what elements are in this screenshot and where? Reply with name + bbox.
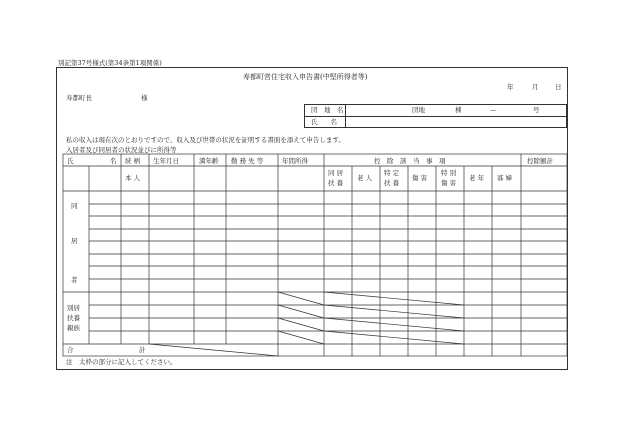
date-year-label: 年 — [507, 83, 514, 91]
declaration-text: 私の収入は現在次のとおりですので、収入及び世帯の状況を証明する書面を添えて申告します。 — [66, 136, 345, 144]
deduction-col-5-line1: 特 別 — [441, 169, 457, 177]
dependent-label-1: 別居 — [67, 304, 80, 312]
danchi-label: 団 地 名 — [311, 106, 344, 114]
header-birthdate: 生年月日 — [153, 157, 179, 165]
addressee-name: 寿都町長 — [66, 94, 92, 102]
deduction-col-5-line2: 傷 害 — [441, 179, 457, 187]
addressee-honorific: 様 — [141, 94, 148, 102]
form-title: 寿都町営住宅収入申告書(中堅所得者等) — [243, 73, 368, 81]
form-note: 注 太枠の部分に記入してください。 — [66, 358, 177, 366]
total-label-right: 計 — [139, 346, 146, 354]
unit-number-label: 号 — [533, 106, 540, 114]
deduction-col-7: 寡 婦 — [497, 174, 513, 182]
cohabitant-char-2: 居 — [71, 237, 78, 245]
deduction-col-2: 老 人 — [357, 174, 373, 182]
header-workplace: 勤 務 先 等 — [231, 157, 264, 165]
date-month-label: 月 — [532, 83, 539, 91]
deduction-col-4: 傷 害 — [412, 174, 428, 182]
building-label: 棟 — [455, 106, 462, 114]
header-relation: 続 柄 — [125, 157, 141, 165]
section-label: 入居者及び同居者の状況並びに所得等 — [66, 146, 177, 154]
dependent-label-2: 扶養 — [67, 314, 80, 322]
header-deduction-total: 控除額計 — [527, 157, 553, 165]
deduction-col-3-line1: 特 定 — [384, 169, 400, 177]
table-border — [63, 154, 567, 356]
date-day-label: 日 — [555, 83, 562, 91]
total-label-left: 合 — [67, 346, 74, 354]
name-label: 氏 名 — [311, 118, 337, 126]
deduction-col-1-line1: 同 居 — [328, 169, 344, 177]
cohabitant-char-1: 同 — [71, 202, 78, 210]
cohabitant-char-3: 者 — [71, 276, 78, 284]
header-name-right: 名 — [110, 157, 117, 165]
dependent-label-3: 親族 — [67, 324, 80, 332]
deduction-col-1-line2: 扶 養 — [328, 179, 344, 187]
header-deductions: 控 除 該 当 事 項 — [374, 157, 446, 165]
header-annual-income: 年間所得 — [282, 157, 308, 165]
deduction-col-3-line2: 扶 養 — [384, 179, 400, 187]
form-code: 別記第37号様式(第34条第1項関係) — [58, 59, 162, 67]
self-label: 本 人 — [125, 174, 141, 182]
danchi-field[interactable]: 団地 — [412, 106, 425, 114]
header-name-left: 氏 — [67, 157, 74, 165]
dash-label: — — [490, 106, 497, 114]
deduction-col-6: 老 年 — [469, 174, 485, 182]
header-age: 満年齢 — [199, 157, 219, 165]
